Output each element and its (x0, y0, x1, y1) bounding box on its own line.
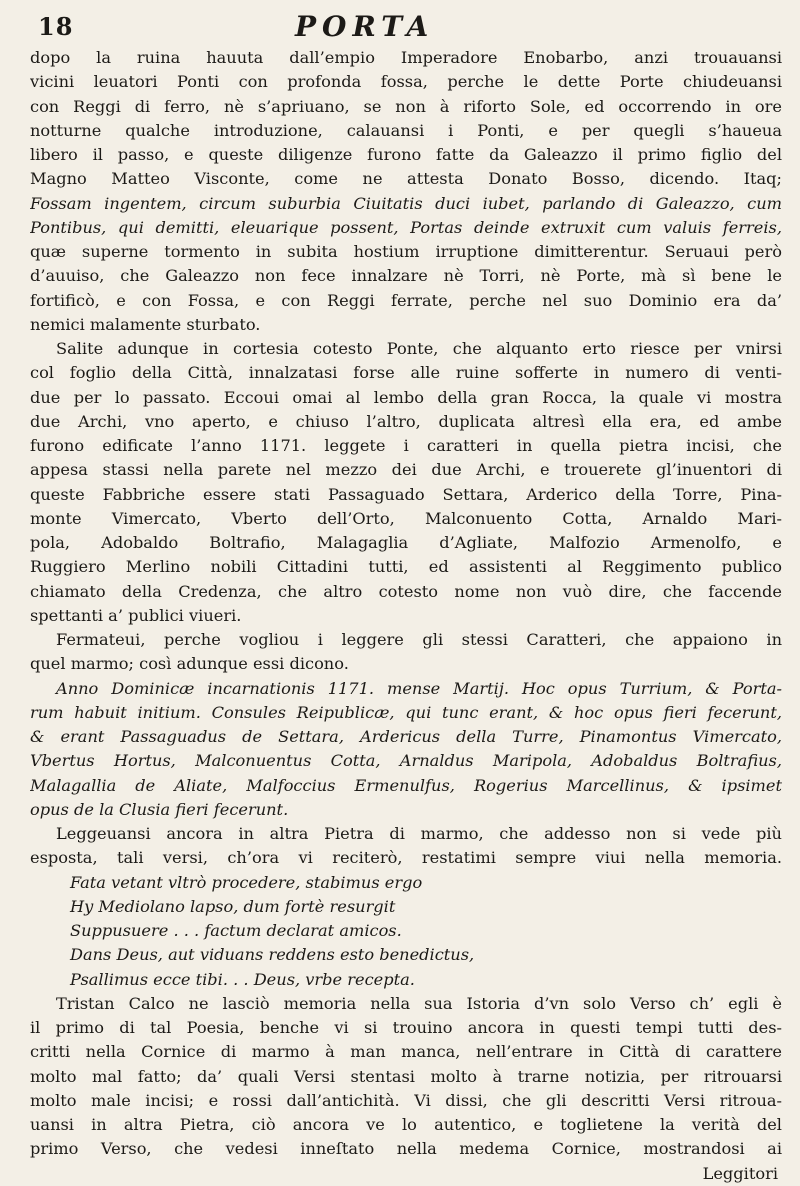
text-line: Dans Deus, aut viduans reddens esto benedictus, (70, 945, 475, 965)
text-line: dopo la ruina hauuta dall’empio Imperadore Enobarbo, anzi trouauansi (30, 48, 782, 67)
text-line: Psallimus ecce tibi. . . Deus, vrbe recepta. (70, 969, 415, 989)
text-line: Vbertus Hortus, Malconuentus Cotta, Arnaldus Maripola, Adobaldus Boltrafius, (30, 751, 782, 771)
text-line: rum habuit initium. Consules Reipublicæ, qui tunc erant, & hoc opus fieri fecerunt, (30, 702, 782, 722)
text-line: critti nella Cornice di marmo à man manca, nell’entrare in Città di carattere (30, 1042, 782, 1062)
text-line: esposta, tali versi, ch’ora vi reciterò, restatimi sempre viui nella memoria. (30, 848, 782, 868)
body-text (30, 46, 782, 1186)
text-line: molto mal fatto; da’ quali Versi stentasi molto à trarne notizia, per ritrouarsi (30, 1066, 782, 1086)
text-line: Fossam ingentem, circum suburbia Ciuitatis duci iubet, parlando di Galeazzo, cum (30, 193, 782, 213)
text-line: Ruggiero Merlino nobili Cittadini tutti, ed assistenti al Reggimento publico (30, 557, 782, 577)
text-line: furono edificate l’anno 1171. leggete i caratteri in quella pietra incisi, che (30, 436, 782, 455)
page-number: 18 (38, 12, 74, 41)
text-line: Hy Mediolano lapso, dum fortè resurgit (70, 896, 396, 916)
text-line: nemici malamente sturbato. (30, 314, 261, 334)
text-line: con Reggi di ferro, nè s’apriuano, se non à riforto Sole, ed occorrendo in ore (30, 96, 782, 116)
page-header (30, 6, 770, 46)
text-line: Pontibus, qui demitti, eleuarique possent, Portas deinde extruxit cum valuis ferreis, (30, 217, 782, 237)
text-line: due per lo passato. Eccoui omai al lembo della gran Rocca, la quale vi mostra (30, 387, 782, 407)
text-line: & erant Passaguadus de Settara, Ardericus della Turre, Pinamontus Vimercato, (30, 727, 782, 746)
text-line: col foglio della Città, innalzatasi forse alle ruine sofferte in numero di venti- (30, 363, 782, 383)
text-line: Fermateui, perche vogliou i leggere gli stessi Caratteri, che appaiono in (56, 630, 782, 649)
text-line: Fata vetant vltrò procedere, stabimus ergo (70, 872, 423, 892)
text-line: monte Vimercato, Vberto dell’Orto, Malconuento Cotta, Arnaldo Mari- (30, 508, 782, 528)
text-line: uansi in altra Pietra, ciò ancora ve lo autentico, e toglietene la verità del (30, 1115, 782, 1134)
running-title: PORTA (295, 10, 435, 43)
text-line: spettanti a’ publici viueri. (30, 605, 242, 625)
text-line: fortificò, e con Fossa, e con Reggi ferrate, perche nel suo Dominio era da’ (30, 290, 782, 310)
text-line: Magno Matteo Visconte, come ne attesta Donato Bosso, dicendo. Itaq; (30, 169, 782, 189)
text-line: d’auuiso, che Galeazzo non fece innalzare nè Torri, nè Porte, mà sì bene le (30, 266, 782, 286)
text-line: Leggeuansi ancora in altra Pietra di marmo, che addesso non si vede più (56, 824, 782, 843)
text-line: il primo di tal Poesia, benche vi si trouino ancora in questi tempi tutti des- (30, 1018, 782, 1037)
text-line: notturne qualche introduzione, calauansi i Ponti, e per quegli s’haueua (30, 120, 782, 140)
text-line: appesa stassi nella parete nel mezzo dei due Archi, e trouerete gl’inuentori di (30, 460, 782, 480)
text-line: molto male incisi; e rossi dall’antichità. Vi dissi, che gli descritti Versi ritroua- (30, 1090, 782, 1110)
text-line: Salite adunque in cortesia cotesto Ponte, che alquanto erto riesce per vnirsi (56, 339, 782, 358)
text-line: chiamato della Credenza, che altro cotesto nome non vuò dire, che faccende (30, 581, 782, 601)
text-line: Malagallia de Aliate, Malfoccius Ermenulfus, Rogerius Marcellinus, & ipsimet (30, 775, 782, 795)
text-line: Anno Dominicæ incarnationis 1171. mense Martij. Hoc opus Turrium, & Porta- (56, 678, 782, 698)
text-line: Leggitori (702, 1163, 778, 1183)
text-line: Tristan Calco ne lasciò memoria nella sua Istoria d’vn solo Verso ch’ egli è (56, 993, 782, 1013)
text-line: quel marmo; così adunque essi dicono. (30, 654, 349, 674)
text-line: primo Verso, che vedesi inneſtato nella medema Cornice, mostrandosi ai (30, 1139, 782, 1159)
text-line: Suppusuere . . . factum declarat amicos. (70, 921, 402, 940)
text-line: quæ superne tormento in subita hostium irruptione dimitterentur. Seruaui però (30, 242, 782, 261)
text-line: opus de la Clusia fieri fecerunt. (30, 799, 289, 819)
text-line: due Archi, vno aperto, e chiuso l’altro, duplicata altresì ella era, ed ambe (30, 411, 782, 431)
text-line: vicini leuatori Ponti con profonda fossa, perche le dette Porte chiudeuansi (30, 72, 782, 92)
text-line: queste Fabbriche essere stati Passaguado Settara, Arderico della Torre, Pina- (30, 484, 782, 504)
text-line: libero il passo, e queste diligenze furono fatte da Galeazzo il primo figlio del (30, 145, 782, 164)
text-line: pola, Adobaldo Boltrafio, Malagaglia d’Agliate, Malfozio Armenolfo, e (30, 533, 782, 552)
